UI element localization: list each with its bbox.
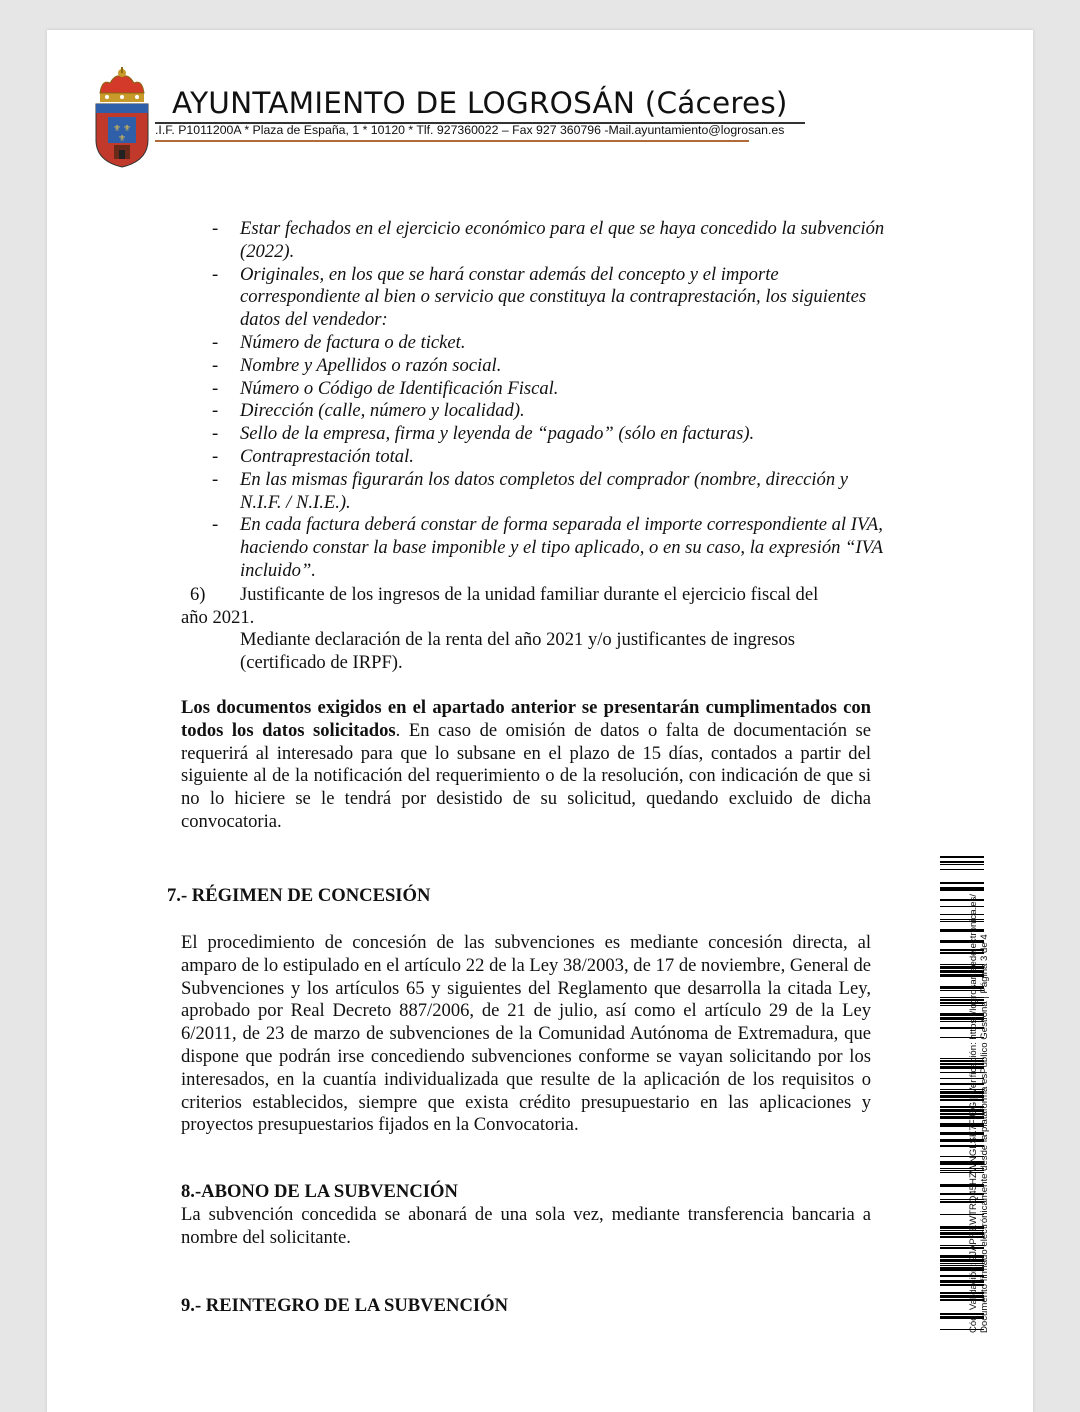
list-item: - Nombre y Apellidos o razón social.: [212, 354, 502, 376]
documents-paragraph-rest: . En caso de omisión de datos o falta de documentación se requerirá al interesado para que lo subsane en el plazo de 15 días, contados a partir del siguiente al de la notificación del requerimiento o de la resolución, con indicación de que si no lo hiciere se le tendrá por desistido de su solicitud, quedando excluido de dicha convocatoria.: [181, 719, 872, 832]
header-accent-rule: [155, 140, 749, 142]
section-9-heading: 9.- REINTEGRO DE LA SUBVENCIÓN: [181, 1295, 508, 1316]
documents-paragraph: [181, 697, 871, 834]
validation-stamp-line-1: Cód. Validación: 9JAPREWTRQ45HZWNGLSK7FJ3G | Verificación: https://logrosan.sedelectronica.es/: [968, 893, 979, 1333]
coat-of-arms-icon: [92, 65, 152, 169]
item-6-number: 6): [190, 584, 206, 605]
list-item: - Número de factura o de ticket.: [212, 331, 466, 353]
item-6-note: Mediante declaración de la renta del año 2021 y/o justificantes de ingresos (certificado de IRPF).: [240, 629, 796, 673]
list-item: - En las mismas figurarán los datos completos del comprador (nombre, dirección y N.I.F. / N.I.E.).: [212, 468, 849, 513]
svg-text:⚜: ⚜: [113, 124, 122, 134]
section-7-heading: 7.- RÉGIMEN DE CONCESIÓN: [167, 885, 431, 906]
organization-contact: .I.F. P1011200A * Plaza de España, 1 * 10120 * Tlf. 927360022 – Fax 927 360796 -Mail.ayuntamiento@logrosan.es: [155, 123, 785, 137]
list-item: - Sello de la empresa, firma y leyenda de “pagado” (sólo en facturas).: [212, 423, 755, 445]
list-item: - Contraprestación total.: [212, 445, 414, 467]
list-item: - En cada factura deberá constar de forma separada el importe correspondiente al IVA, haciendo constar la base imponible y el tipo aplicado, o en su caso, la expresión “IVA incluido”.: [212, 514, 883, 581]
list-item: - Dirección (calle, número y localidad).: [212, 400, 525, 422]
svg-text:⚜: ⚜: [123, 124, 132, 134]
list-item: - Originales, en los que se hará constar además del concepto y el importe correspondiente al bien o servicio que constituya la contraprestación, los siguientes datos del vendedor:: [212, 263, 867, 331]
list-item: - Estar fechados en el ejercicio económico para el que se haya concedido la subvención (2022).: [212, 218, 885, 262]
validation-stamp-line-2: Documento firmado electrónicamente desde la plataforma esPublico Gestiona | Página 3 de 4: [978, 934, 990, 1333]
section-7-body: El procedimiento de concesión de las subvenciones es mediante concesión directa, al amparo de lo estipulado en el artículo 22 de la Ley 38/2003, de 17 de noviembre, General de Subvenciones y los artículos 65 y siguientes del Reglamento que desarrolla la citada Ley, aprobado por Real Decreto 887/2006, de 21 de julio, así como el artículo 29 de la Ley 6/2011, de 23 de marzo de subvenciones de la Comunidad Autónoma de Extremadura, que dispone que podrán irse concediendo subvenciones conforme se vayan solicitando por los interesados, en la cuantía individualizada que resulte de la aplicación de los requisitos o criterios establecidos, siempre que exista crédito presupuestario en las aplicaciones y proyectos presupuestarios fijados en la Convocatoria.: [181, 932, 871, 1136]
item-6-text: Justificante de los ingresos de la unidad familiar durante el ejercicio fiscal del: [240, 584, 819, 605]
list-item: - Número o Código de Identificación Fiscal.: [212, 377, 559, 399]
requirements-list: [207, 218, 887, 583]
section-8-heading: 8.-ABONO DE LA SUBVENCIÓN: [181, 1181, 458, 1202]
organization-title: AYUNTAMIENTO DE LOGROSÁN (Cáceres): [172, 86, 788, 120]
item-6-continuation: año 2021.: [181, 607, 255, 628]
section-8-body: La subvención concedida se abonará de una sola vez, mediante transferencia bancaria a nombre del solicitante.: [181, 1204, 871, 1248]
documents-paragraph-bold: Los documentos exigidos en el apartado anterior se presentarán cumplimentados con todos los datos solicitados: [181, 697, 871, 741]
document-page: [47, 30, 1033, 1412]
validation-stamp: [969, 894, 990, 1333]
svg-text:⚜: ⚜: [118, 134, 127, 144]
